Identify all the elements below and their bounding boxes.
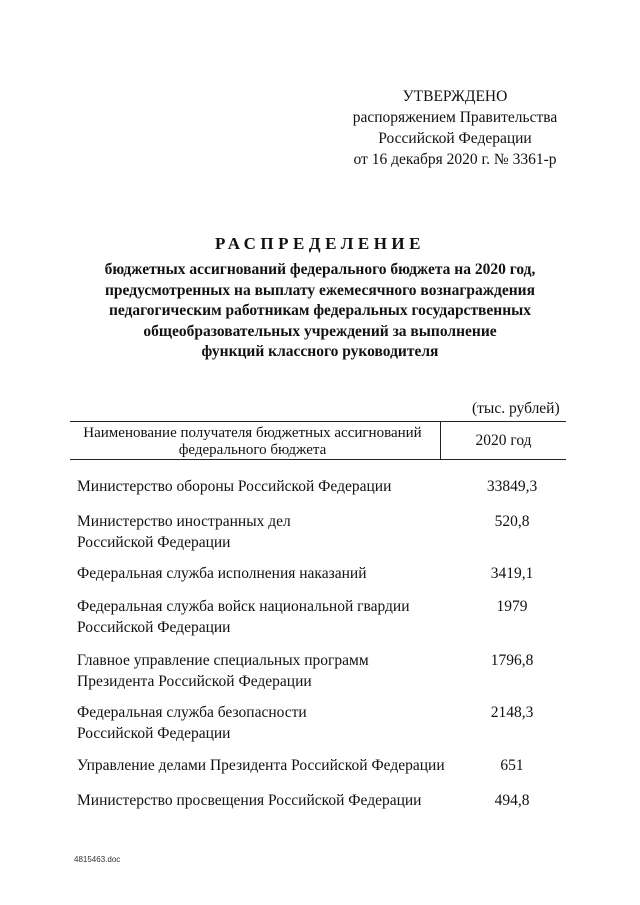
recipient-name-line: Российской Федерации: [77, 618, 231, 636]
subtitle-line: бюджетных ассигнований федерального бюджета на 2020 год,: [104, 261, 536, 278]
recipient-name: [77, 756, 447, 777]
header-recipient-line: Наименование получателя бюджетных ассигнований: [83, 425, 422, 441]
recipient-name: [77, 512, 447, 553]
recipient-name: [77, 703, 447, 744]
subtitle-line: общеобразовательных учреждений за выполнение: [143, 322, 497, 340]
recipient-name-line: Федеральная служба безопасности: [77, 704, 307, 721]
recipient-name-line: Министерство просвещения Российской Федерации: [77, 792, 422, 809]
recipient-name-line: Министерство обороны Российской Федерации: [77, 478, 392, 495]
allocation-value: 33849,3: [486, 478, 538, 495]
recipient-name-line: Министерство иностранных дел: [77, 513, 291, 530]
recipient-name-line: Российской Федерации: [77, 533, 231, 551]
document-subtitle: [0, 260, 640, 363]
allocation-value: 651: [500, 757, 524, 774]
header-year: 2020 год: [475, 432, 532, 449]
table-header: [70, 421, 566, 460]
recipient-name-line: Российской Федерации: [77, 724, 231, 742]
recipient-name: [77, 791, 447, 812]
recipient-name-line: Управление делами Президента Российской Федерации: [77, 757, 445, 774]
recipient-name: [77, 651, 447, 692]
approval-country: Российской Федерации: [378, 130, 532, 147]
document-title: РАСПРЕДЕЛЕНИЕ: [215, 234, 425, 253]
header-recipient-line: федерального бюджета: [178, 442, 327, 458]
subtitle-line: предусмотренных на выплату ежемесячного вознаграждения: [105, 281, 535, 299]
approval-date-number: от 16 декабря 2020 г. № 3361-р: [353, 151, 557, 168]
recipient-name: [77, 477, 447, 498]
recipient-name-line: Президента Российской Федерации: [77, 672, 312, 690]
allocation-value: 3419,1: [490, 565, 534, 582]
allocation-value: 520,8: [494, 513, 530, 530]
header-recipient-name: [70, 425, 435, 459]
allocation-value: 1796,8: [490, 652, 534, 669]
unit-label: (тыс. рублей): [472, 400, 560, 417]
file-reference: 4815463.doc: [74, 855, 121, 864]
recipient-name-line: Федеральная служба исполнения наказаний: [77, 565, 367, 582]
recipient-name: [77, 597, 447, 638]
approval-heading: УТВЕРЖДЕНО: [402, 88, 508, 105]
allocation-value: 1979: [496, 598, 528, 615]
recipient-name-line: Главное управление специальных программ: [77, 652, 369, 669]
approval-block: [330, 86, 580, 170]
recipient-name: [77, 564, 447, 585]
subtitle-line: функций классного руководителя: [201, 343, 439, 360]
recipient-name-line: Федеральная служба войск национальной гвардии: [77, 598, 410, 615]
allocation-value: 494,8: [494, 792, 530, 809]
subtitle-line: педагогическим работникам федеральных государственных: [108, 302, 532, 319]
allocation-value: 2148,3: [490, 704, 534, 721]
approval-authority: распоряжением Правительства: [352, 109, 558, 126]
